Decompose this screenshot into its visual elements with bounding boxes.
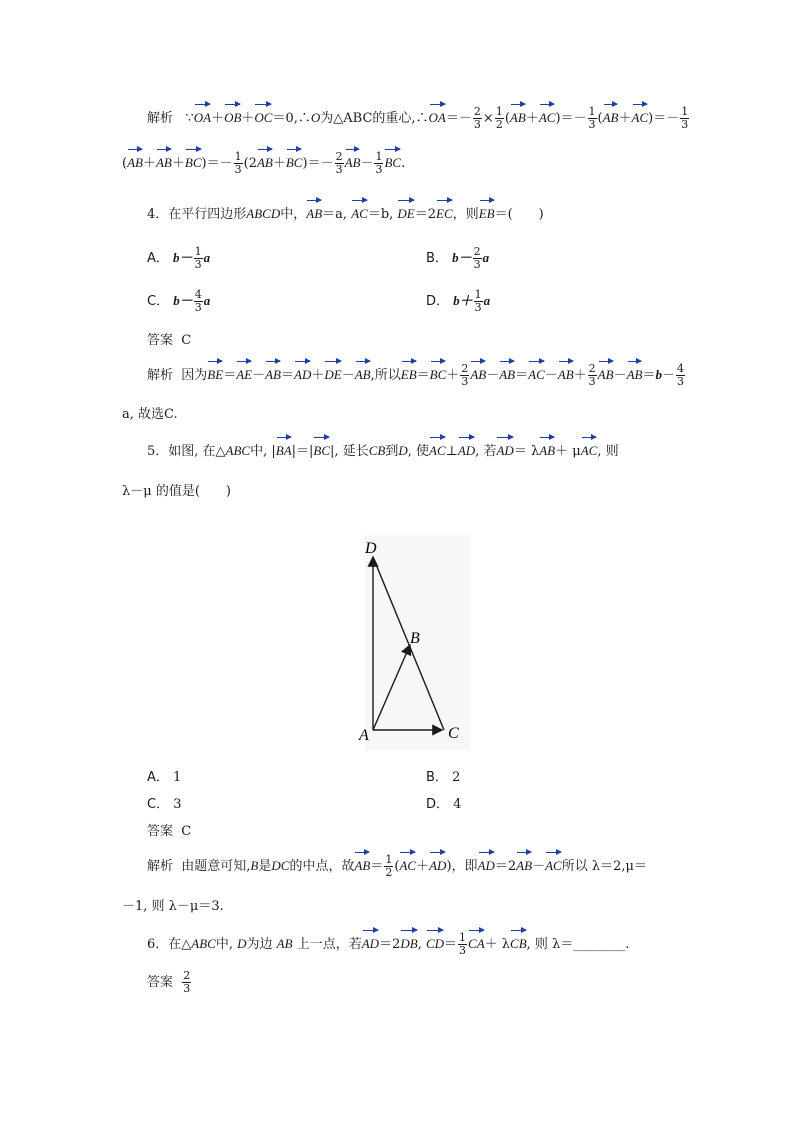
q5-solution-line2: －1, 则 λ－μ＝3. [122,899,224,914]
q4-option-c[interactable]: C． b－ $\frac{4}{3}$ a [147,288,211,314]
q5-option-b[interactable]: B． 2 [426,770,461,785]
q5-option-a[interactable]: A． 1 [147,770,182,785]
q6-answer: 答案 $\frac{2}{3}$ [147,969,191,995]
q5-stem: 5．如图, 在△ABC中, |BA|＝|BC|, 延长CB到D, 使AC⊥AD, 若AD＝ λAB＋ μAC, 则 [147,443,619,459]
label-a: A [359,727,369,744]
q4-stem: 4．在平行四边形ABCD中，AB＝a, AC＝b, DE＝2EC，则EB＝( ) [147,206,544,222]
sol3-line2: (AB＋AB＋BC)＝－ $\frac{1}{3}$ (2AB＋BC)＝－ $\frac{2}{3}$ AB－ $\frac{1}{3}$ BC. [122,150,406,176]
q4-option-d[interactable]: D． b＋ $\frac{1}{3}$ a [426,288,491,314]
q4-answer: 答案 C [147,333,192,348]
vector-oa: OA [193,110,212,125]
q6-stem: 6．在△ABC中, D为边 AB 上一点，若AD＝2DB, CD＝ $\frac{1}{3}$ CA＋ λCB, 则 λ＝________. [147,931,630,957]
q4-solution-line1: 解析 因为BE＝AE－AB＝AD＋DE－AB,所以EB＝BC＋ $\frac{2}{3}$ AB－AB＝AC－AB＋ $\frac{2}{3}$ AB－AB＝b－ $\frac{4}{3}$ [147,362,684,388]
q5-figure [355,535,475,750]
label-c: C [448,725,459,742]
q4-option-b[interactable]: B． b－ $\frac{2}{3}$ a [426,245,490,271]
label-b: B [410,630,420,647]
q5-option-c[interactable]: C． 3 [147,797,182,812]
sol3-line1: 解析 ∵OA＋OB＋OC＝0,∴O为△ABC的重心,∴OA＝－ $\frac{2}{3}$ × $\frac{1}{2}$ (AB＋AC)＝－ $\frac{1}{3}$ (AB＋AC)＝－ $\frac{1}{3}$ [147,105,689,131]
vector-oc: OC [254,110,273,125]
q5-option-d[interactable]: D． 4 [426,797,462,812]
q4-option-a[interactable]: A． b－ $\frac{1}{3}$ a [147,245,211,271]
vector-ob: OB [224,110,242,125]
q5-stem-line2: λ－μ 的值是( ) [122,484,231,499]
q4-solution-line2: a, 故选C. [122,407,178,422]
q5-solution-line1: 解析 由题意可知,B是DC的中点，故AB＝ $\frac{1}{2}$ (AC＋AD)，即AD＝2AB－AC所以 λ＝2,μ＝ [147,853,647,879]
label-d: D [365,540,377,557]
q5-answer: 答案 C [147,824,192,839]
